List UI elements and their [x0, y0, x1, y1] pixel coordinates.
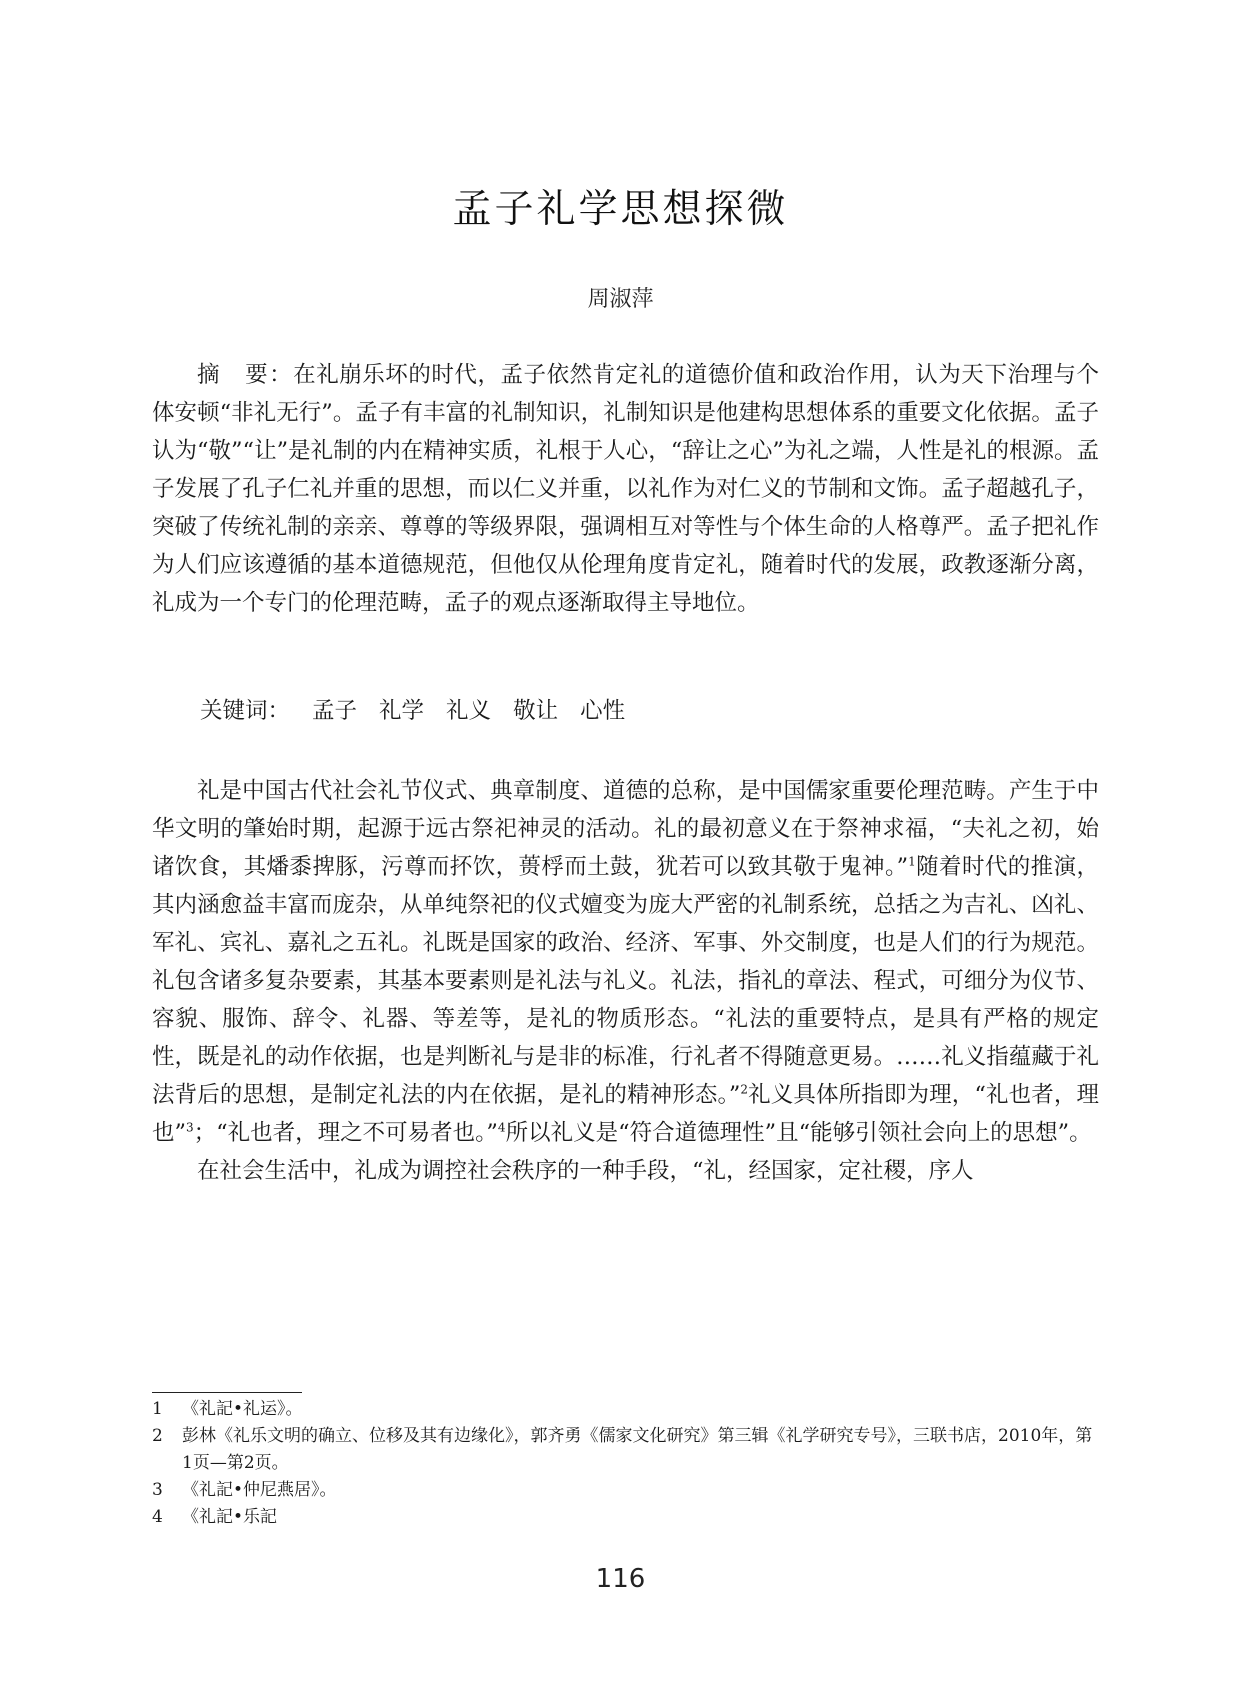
page-number: 116: [595, 1564, 646, 1594]
abstract-label: 摘 要：: [197, 362, 294, 388]
body-text-span: 礼义具体所指即为理，“礼也者，理也”: [152, 1082, 1099, 1146]
keywords-label: 关键词：: [200, 698, 291, 724]
keyword-item: 敬让: [513, 698, 559, 724]
abstract-section: [152, 356, 1099, 622]
footnote-text: 《礼記•乐記: [182, 1507, 278, 1527]
body-paragraph-2: 在社会生活中，礼成为调控社会秩序的一种手段，“礼，经国家，定社稷，序人: [197, 1158, 974, 1184]
abstract-text: 在礼崩乐坏的时代，孟子依然肯定礼的道德价值和政治作用，认为天下治理与个体安顿“非礼无行”。孟子有丰富的礼制知识，礼制知识是他建构思想体系的重要文化依据。孟子认为“敬”“让”是礼制的内在精神实质，礼根于人心，“辞让之心”为礼之端，人性是礼的根源。孟子发展了孔子仁礼并重的思想，而以仁义并重，以礼作为对仁义的节制和文饰。孟子超越孔子，突破了传统礼制的亲亲、尊尊的等级界限，强调相互对等性与个体生命的人格尊严。孟子把礼作为人们应该遵循的基本道德规范，但他仅从伦理角度肯定礼，随着时代的发展，政教逐渐分离，礼成为一个专门的伦理范畴，孟子的观点逐渐取得主导地位。: [152, 362, 1099, 616]
footnote-text: 《礼記•礼运》。: [182, 1399, 303, 1419]
footnote-ref: 1: [908, 854, 916, 869]
abstract-paragraph: [152, 356, 1099, 622]
body-paragraph-1: [152, 772, 1099, 1152]
footnote-number: 2: [152, 1426, 163, 1446]
footnote-item: [152, 1504, 1099, 1531]
keyword-item: 心性: [580, 698, 626, 724]
footnote-number: 4: [152, 1507, 163, 1527]
footnote-item: [152, 1423, 1099, 1477]
paper-title: 孟子礼学思想探微: [452, 187, 789, 232]
main-text: [152, 772, 1099, 1190]
keywords-line: [200, 692, 625, 730]
footnote-text: 彭林《礼乐文明的确立、位移及其有边缘化》，郭齐勇《儒家文化研究》第三辑《礼学研究专号》，三联书店，2010年，第1页—第2页。: [182, 1426, 1093, 1473]
body-text-span: 所以礼义是“符合道德理性”且“能够引领社会向上的思想”。: [505, 1120, 1092, 1146]
body-text-span: 礼是中国古代社会礼节仪式、典章制度、道德的总称，是中国儒家重要伦理范畴。产生于中华文明的肇始时期，起源于远古祭祀神灵的活动。礼的最初意义在于祭神求福，“夫礼之初，始诸饮食，其燔黍捭豚，污尊而抔饮，蒉桴而土鼓，犹若可以致其敬于鬼神。”: [152, 778, 1099, 880]
footnote-ref: 4: [497, 1120, 506, 1135]
footnote-item: [152, 1396, 1099, 1423]
footnotes-section: [152, 1396, 1099, 1531]
body-text-span: ；“礼也者，理之不可易者也。”: [193, 1120, 498, 1146]
footnote-ref: 2: [740, 1082, 749, 1097]
footnote-divider: [152, 1392, 302, 1393]
keyword-item: 礼学: [379, 698, 425, 724]
body-text-span: 随着时代的推演，其内涵愈益丰富而庞杂，从单纯祭祀的仪式嬗变为庞大严密的礼制系统，总括之为吉礼、凶礼、军礼、宾礼、嘉礼之五礼。礼既是国家的政治、经济、军事、外交制度，也是人们的行为规范。礼包含诸多复杂要素，其基本要素则是礼法与礼义。礼法，指礼的章法、程式，可细分为仪节、容貌、服饰、辞令、礼器、等差等，是礼的物质形态。“礼法的重要特点，是具有严格的规定性，既是礼的动作依据，也是判断礼与是非的标准，行礼者不得随意更易。……礼义指蕴藏于礼法背后的思想，是制定礼法的内在依据，是礼的精神形态。”: [152, 854, 1099, 1108]
author-name: 周淑萍: [587, 287, 654, 312]
footnote-number: 1: [152, 1399, 163, 1419]
footnote-number: 3: [152, 1480, 163, 1500]
keyword-item: 礼义: [446, 698, 492, 724]
footnote-ref: 3: [186, 1120, 194, 1135]
footnote-text: 《礼記•仲尼燕居》。: [182, 1480, 337, 1500]
keyword-item: 孟子: [312, 698, 358, 724]
footnote-item: [152, 1477, 1099, 1504]
